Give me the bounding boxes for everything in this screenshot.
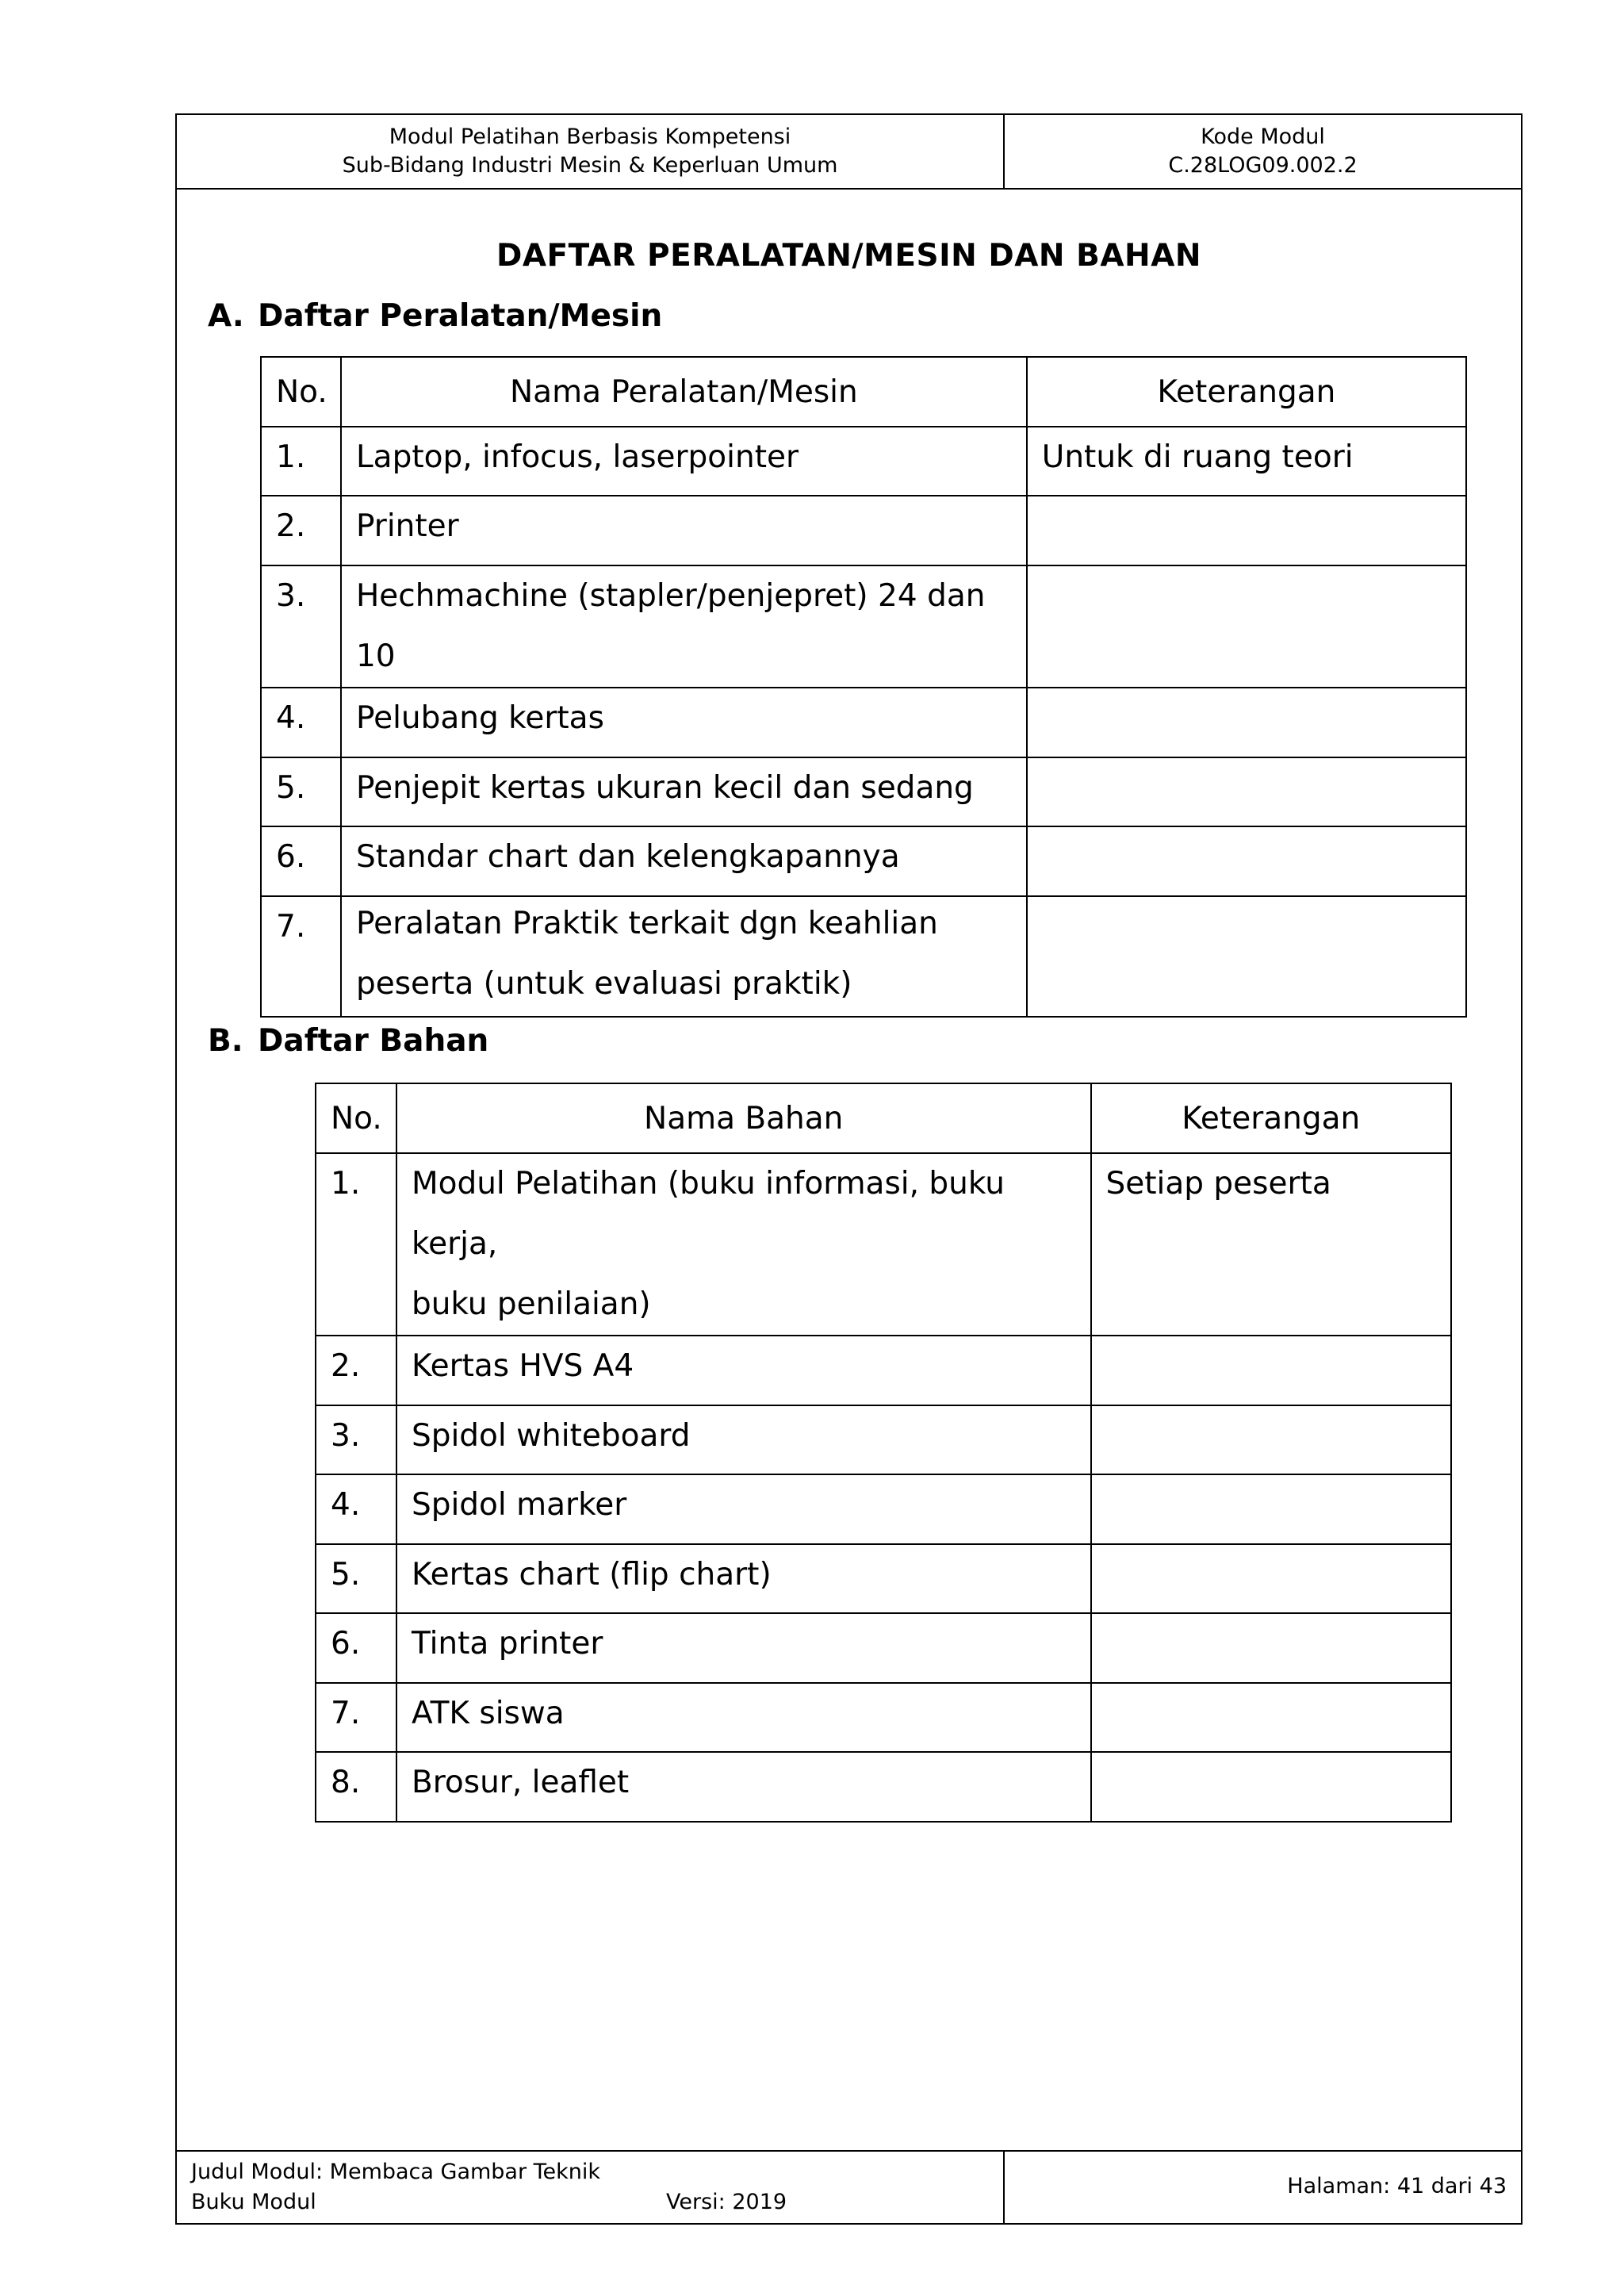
row-note bbox=[1091, 1613, 1452, 1683]
row-note bbox=[1027, 757, 1466, 826]
row-name: Spidol marker bbox=[396, 1474, 1091, 1544]
page-header bbox=[177, 115, 1521, 190]
row-name: Laptop, infocus, laserpointer bbox=[341, 427, 1027, 496]
header-subfield: Sub-Bidang Industri Mesin & Keperluan Umum bbox=[342, 153, 838, 178]
section-b-letter: B. bbox=[208, 1023, 243, 1059]
column-header-name: Nama Bahan bbox=[396, 1083, 1091, 1153]
row-name bbox=[396, 1153, 1091, 1336]
table-row bbox=[261, 757, 1466, 826]
row-note: Untuk di ruang teori bbox=[1027, 427, 1466, 496]
row-name-line2: buku penilaian) bbox=[411, 1286, 651, 1322]
equipment-table bbox=[260, 356, 1467, 1018]
row-note bbox=[1091, 1752, 1452, 1822]
materials-table bbox=[315, 1083, 1452, 1823]
section-a-heading bbox=[208, 298, 662, 334]
table-row bbox=[316, 1474, 1451, 1544]
row-name: Printer bbox=[341, 496, 1027, 565]
row-no: 1. bbox=[261, 427, 341, 496]
table-row bbox=[261, 565, 1466, 688]
section-b-label: Daftar Bahan bbox=[258, 1023, 489, 1059]
column-header-no: No. bbox=[261, 357, 341, 427]
row-name bbox=[341, 896, 1027, 1017]
row-name-line1: Peralatan Praktik terkait dgn keahlian bbox=[355, 906, 938, 941]
row-note bbox=[1091, 1474, 1452, 1544]
row-name-line1: Modul Pelatihan (buku informasi, buku kerja, bbox=[411, 1166, 1005, 1262]
row-no: 6. bbox=[261, 826, 341, 896]
row-name: Kertas HVS A4 bbox=[396, 1336, 1091, 1405]
footer-left bbox=[177, 2152, 1005, 2223]
row-note bbox=[1027, 896, 1466, 1017]
row-note bbox=[1027, 496, 1466, 565]
row-note bbox=[1091, 1544, 1452, 1613]
footer-version: Versi: 2019 bbox=[666, 2190, 787, 2214]
page-title: DAFTAR PERALATAN/MESIN DAN BAHAN bbox=[496, 238, 1202, 274]
footer-page-number: Halaman: 41 dari 43 bbox=[1287, 2174, 1507, 2198]
row-no: 4. bbox=[261, 688, 341, 757]
footer-right bbox=[1005, 2152, 1521, 2223]
section-a-label: Daftar Peralatan/Mesin bbox=[258, 298, 663, 334]
table-row bbox=[316, 1683, 1451, 1752]
row-note: Setiap peserta bbox=[1091, 1153, 1452, 1336]
row-no: 7. bbox=[261, 896, 341, 1017]
header-code-value: C.28LOG09.002.2 bbox=[1168, 153, 1358, 178]
row-no: 5. bbox=[316, 1544, 396, 1613]
table-row bbox=[261, 826, 1466, 896]
row-no: 6. bbox=[316, 1613, 396, 1683]
row-no: 2. bbox=[261, 496, 341, 565]
column-header-note: Keterangan bbox=[1027, 357, 1466, 427]
column-header-no: No. bbox=[316, 1083, 396, 1153]
table-row bbox=[316, 1544, 1451, 1613]
table-header-row bbox=[316, 1083, 1451, 1153]
footer-book-type: Buku Modul bbox=[191, 2190, 316, 2214]
row-no: 8. bbox=[316, 1752, 396, 1822]
table-row bbox=[316, 1153, 1451, 1336]
header-code-label: Kode Modul bbox=[1201, 125, 1325, 149]
table-row bbox=[261, 688, 1466, 757]
row-name: Tinta printer bbox=[396, 1613, 1091, 1683]
row-name: Hechmachine (stapler/penjepret) 24 dan 10 bbox=[341, 565, 1027, 688]
row-note bbox=[1027, 826, 1466, 896]
row-name: Spidol whiteboard bbox=[396, 1405, 1091, 1474]
section-b-heading bbox=[208, 1023, 488, 1059]
column-header-name: Nama Peralatan/Mesin bbox=[341, 357, 1027, 427]
table-row bbox=[261, 427, 1466, 496]
header-program: Modul Pelatihan Berbasis Kompetensi bbox=[389, 125, 791, 149]
footer-module-title: Judul Modul: Membaca Gambar Teknik bbox=[191, 2160, 601, 2184]
column-header-note: Keterangan bbox=[1091, 1083, 1452, 1153]
row-name: Pelubang kertas bbox=[341, 688, 1027, 757]
table-row bbox=[316, 1613, 1451, 1683]
row-name: Brosur, leaflet bbox=[396, 1752, 1091, 1822]
row-note bbox=[1091, 1336, 1452, 1405]
row-no: 2. bbox=[316, 1336, 396, 1405]
row-no: 3. bbox=[261, 565, 341, 688]
row-no: 5. bbox=[261, 757, 341, 826]
row-no: 7. bbox=[316, 1683, 396, 1752]
row-name: Penjepit kertas ukuran kecil dan sedang bbox=[341, 757, 1027, 826]
row-name: Kertas chart (flip chart) bbox=[396, 1544, 1091, 1613]
row-no: 3. bbox=[316, 1405, 396, 1474]
row-no: 1. bbox=[316, 1153, 396, 1336]
table-row bbox=[316, 1752, 1451, 1822]
row-note bbox=[1091, 1683, 1452, 1752]
table-row bbox=[261, 896, 1466, 1017]
row-name-line2: peserta (untuk evaluasi praktik) bbox=[355, 966, 852, 1002]
table-row bbox=[261, 496, 1466, 565]
row-note bbox=[1027, 565, 1466, 688]
table-header-row bbox=[261, 357, 1466, 427]
table-row bbox=[316, 1336, 1451, 1405]
row-name: Standar chart dan kelengkapannya bbox=[341, 826, 1027, 896]
row-no: 4. bbox=[316, 1474, 396, 1544]
header-right bbox=[1005, 115, 1521, 188]
row-note bbox=[1091, 1405, 1452, 1474]
header-left bbox=[177, 115, 1005, 188]
page-footer bbox=[177, 2150, 1521, 2223]
row-note bbox=[1027, 688, 1466, 757]
table-row bbox=[316, 1405, 1451, 1474]
section-a-letter: A. bbox=[208, 298, 244, 334]
row-name: ATK siswa bbox=[396, 1683, 1091, 1752]
